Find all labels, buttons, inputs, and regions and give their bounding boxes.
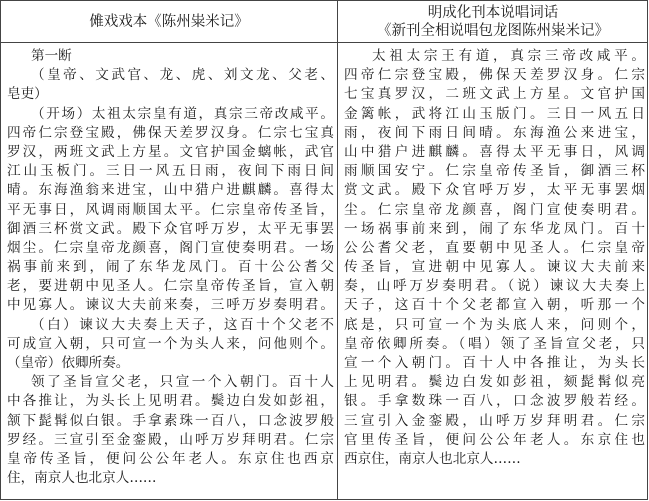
right-column-text [344, 47, 645, 469]
text-line: 御酒三杯赏文武。殿下众官呼万岁，太平无事罢 [7, 220, 334, 237]
text-line: 银。手拿数珠一百八，口念波罗般若经。 [344, 393, 645, 410]
text-line: 赏文武。殿下众官呼万岁，太平无事罢烟 [344, 182, 645, 199]
text-line: 皇帝传圣旨，便问公公年老人。东京住也西京 [7, 450, 334, 467]
text-line: 皂吏） [7, 86, 48, 103]
header-title-line: 《新刊全相说唱包龙图陈州粜米记》 [377, 22, 609, 39]
text-line: 底是，只可宣一个为头底人来，问则个， [344, 316, 645, 333]
text-line: 领了圣旨宣父老，只宣一个入朝门。百十人 [31, 374, 334, 391]
text-line: 四帝仁宗登宝殿，佛保天差罗汉身。仁宗 [344, 67, 645, 84]
text-line: 老，要进朝中见圣人。仁宗皇帝传圣旨，宣入朝 [7, 278, 334, 295]
left-column-header [1, 1, 337, 42]
text-line: 平无事日，风调雨顺国太平。仁宗皇帝传圣旨， [7, 201, 334, 218]
column-divider [337, 1, 338, 499]
text-line: 七宝真罗汉，二班文武上方星。文官护国 [344, 86, 645, 103]
text-line: 烟尘。仁宗皇帝龙颜喜，阁门宣使奏明君。一场 [7, 239, 334, 256]
text-line: 尘。仁宗皇帝龙颜喜，阁门宣使奏明君。 [344, 201, 645, 218]
text-line: 四帝仁宗登宝殿，佛保天差罗汉身。仁宗七宝真 [7, 124, 334, 141]
text-line: （皇帝）依卿所奏。 [7, 355, 130, 371]
text-line: 住，南京人也北京人…… [7, 470, 157, 487]
text-line: 西京住，南京人也北京人…… [344, 450, 521, 467]
text-line: 罗汉，两班文武上方星。文官护国金螭帐，武官 [7, 143, 334, 160]
text-line: 江山玉板门。三日一风五日雨，夜间下雨日间 [7, 163, 334, 180]
text-line: 第一断 [31, 48, 72, 64]
text-line: 金篱帐，武将江山玉版门。三日一风五日 [344, 105, 645, 122]
text-line: 太祖太宗王有道，真宗三帝改咸平。 [372, 48, 645, 64]
text-line: 山中猎户进麒麟。喜得太平无事日，风调 [344, 143, 645, 160]
header-title-line: 明成化刊本说唱词话 [427, 4, 559, 21]
text-line: 皇帝依卿所奏。（唱）领了圣旨宣父老，只 [344, 335, 645, 352]
text-line: 中见寡人。谏议大夫前来奏，三呼万岁奏明君。 [7, 297, 334, 314]
text-line: 颔下髭髯似白银。手拿素珠一百八，口念波罗般 [7, 412, 334, 429]
text-line: 官里传圣旨，便问公公年老人。东京住也 [344, 431, 645, 448]
text-line: 传圣旨，宣进朝中见寡人。谏议大夫前来 [344, 259, 645, 276]
text-line: 一场祸事前来到，闹了东华龙凤门。百十 [344, 220, 645, 237]
text-line: 雨顺国安宁。仁宗皇帝传圣旨，御酒三杯 [344, 163, 645, 180]
header-title-line: 傩戏戏本《陈州粜米记》 [89, 13, 249, 30]
text-line: （开场）太祖太宗皇有道，真宗三帝改咸平。 [31, 105, 334, 122]
text-line: （白）谏议大夫奏上天子，这百十个父老不 [31, 316, 334, 333]
text-line: 三宣引入金銮殿，山呼万岁拜明君。仁宗 [344, 412, 645, 429]
text-line: （皇帝、文武官、龙、虎、刘文龙、父老、 [31, 67, 334, 84]
right-column-header [338, 1, 648, 42]
text-line: 罗经。三宣引至金銮殿，山呼万岁拜明君。仁宗 [7, 431, 334, 448]
text-line: 公公耆父老，直要朝中见圣人。仁宗皇帝 [344, 239, 645, 256]
text-line: 宣一个入朝门。百十人中各推让，为头长 [344, 355, 645, 371]
text-line: 奏，山呼万岁奏明君。（说）谏议大夫奏上 [344, 278, 645, 295]
text-line: 祸事前来到，闹了东华龙凤门。百十公公耆父 [7, 259, 334, 276]
text-line: 雨，夜间下雨日间晴。东海渔公来进宝， [344, 124, 645, 141]
text-line: 中各推让，为头长上见明君。鬓边白发如彭祖， [7, 393, 334, 410]
header-divider [1, 42, 647, 43]
text-line: 可成宣入朝，只可宣一个为头人来，问他则个。 [7, 335, 334, 352]
text-line: 天子，这百十个父老都宣入朝，听那一个 [344, 297, 645, 314]
left-column-text [7, 47, 334, 488]
text-line: 晴。东海渔翁来进宝，山中猎户进麒麟。喜得太 [7, 182, 334, 199]
text-line: 上见明君。鬓边白发如彭祖，颏髭髯似亮 [344, 374, 645, 391]
